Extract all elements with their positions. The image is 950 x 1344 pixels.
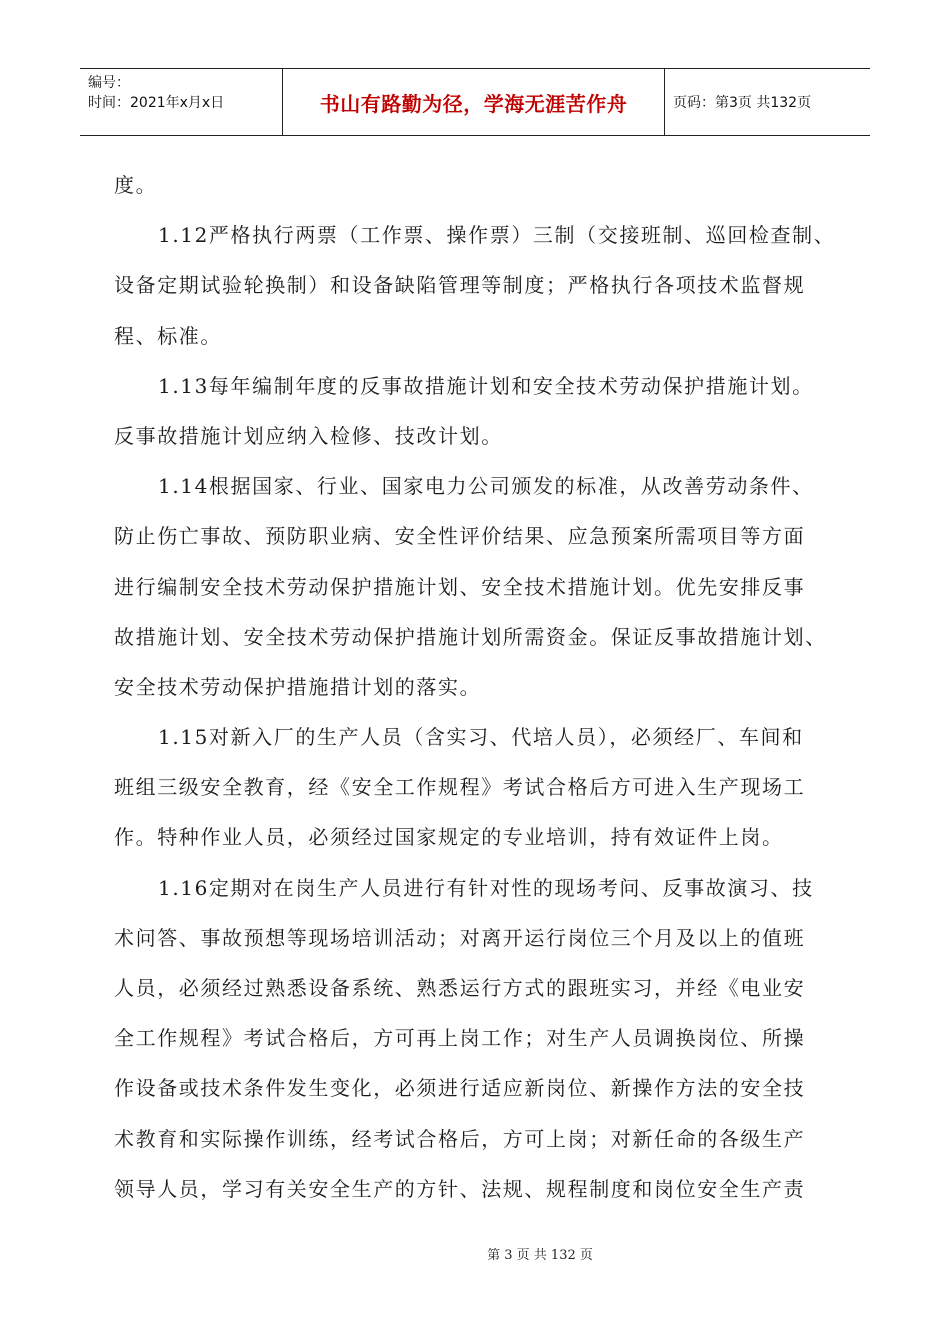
page-footer <box>0 1244 950 1263</box>
date-label: 时间：2021年x月x日 <box>88 95 225 111</box>
body-line: 反事故措施计划应纳入检修、技改计划。 <box>114 423 503 448</box>
body-line: 作设备或技术条件发生变化，必须进行适应新岗位、新操作方法的安全技 <box>114 1076 806 1101</box>
body-line: 1.14根据国家、行业、国家电力公司颁发的标准，从改善劳动条件、 <box>158 474 814 499</box>
footer-page-number: 第 3 页 共 132 页 <box>487 1248 593 1263</box>
header-meta-cell <box>80 69 283 135</box>
motto-text: 书山有路勤为径，学海无涯苦作舟 <box>319 91 628 116</box>
body-line: 1.16定期对在岗生产人员进行有针对性的现场考问、反事故演习、技 <box>158 875 814 900</box>
body-line: 1.15对新入厂的生产人员（含实习、代培人员），必须经厂、车间和 <box>158 725 804 750</box>
body-line: 故措施计划、安全技术劳动保护措施计划所需资金。保证反事故措施计划、 <box>114 624 827 649</box>
header-motto-cell <box>283 69 665 135</box>
body-line: 人员，必须经过熟悉设备系统、熟悉运行方式的跟班实习，并经《电业安 <box>114 976 806 1000</box>
page-info: 页码：第3页 共132页 <box>673 95 812 111</box>
body-line: 班组三级安全教育，经《安全工作规程》考试合格后方可进入生产现场工 <box>114 775 806 800</box>
body-line: 领导人员，学习有关安全生产的方针、法规、规程制度和岗位安全生产责 <box>114 1176 806 1201</box>
body-line: 1.12严格执行两票（工作票、操作票）三制（交接班制、巡回检查制、 <box>158 223 836 248</box>
body-line: 程、标准。 <box>114 323 222 348</box>
body-line: 1.13每年编制年度的反事故措施计划和安全技术劳动保护措施计划。 <box>158 373 814 398</box>
serial-label: 编号： <box>88 75 130 91</box>
header-table <box>80 68 870 136</box>
header-page-cell <box>665 69 870 135</box>
body-line: 度。 <box>114 173 158 197</box>
body-line: 术教育和实际操作训练，经考试合格后，方可上岗；对新任命的各级生产 <box>114 1126 806 1151</box>
body-line: 设备定期试验轮换制）和设备缺陷管理等制度；严格执行各项技术监督规 <box>114 273 806 298</box>
body-line: 进行编制安全技术劳动保护措施计划、安全技术措施计划。优先安排反事 <box>114 574 806 599</box>
body-line: 作。特种作业人员，必须经过国家规定的专业培训，持有效证件上岗。 <box>114 825 784 850</box>
body-line: 术问答、事故预想等现场培训活动；对离开运行岗位三个月及以上的值班 <box>114 925 806 950</box>
document-body <box>114 160 834 1214</box>
body-line: 全工作规程》考试合格后，方可再上岗工作；对生产人员调换岗位、所操 <box>114 1026 806 1051</box>
body-line: 防止伤亡事故、预防职业病、安全性评价结果、应急预案所需项目等方面 <box>114 524 806 549</box>
body-line: 安全技术劳动保护措施措计划的落实。 <box>114 674 482 699</box>
